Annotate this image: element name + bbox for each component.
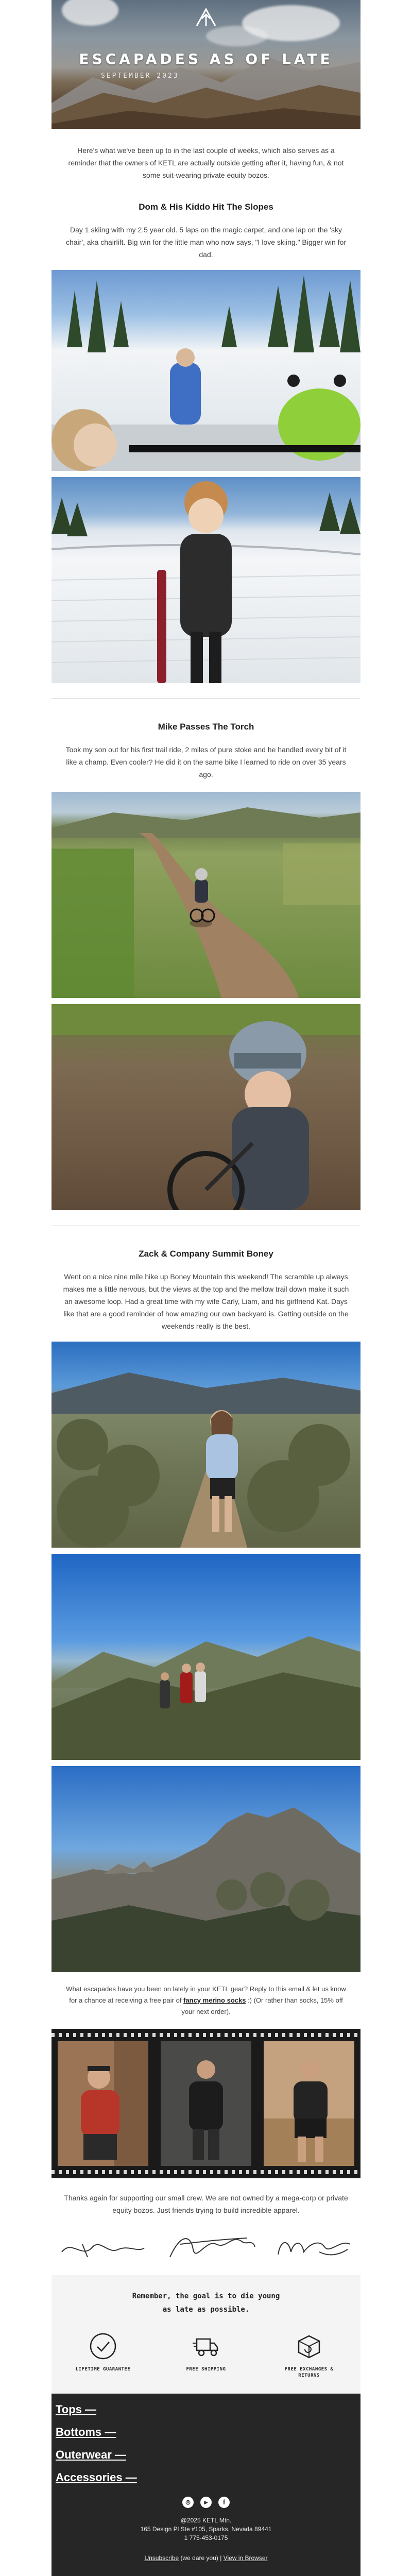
footer-nav-bottoms[interactable]: Bottoms — bbox=[56, 2426, 116, 2438]
cta-text bbox=[52, 1984, 360, 2018]
product-photo-black-tee[interactable] bbox=[161, 2041, 251, 2166]
ketl-mountain-logo-icon bbox=[195, 7, 217, 28]
footer-copyright: @2025 KETL Mtn. bbox=[180, 2517, 232, 2524]
fancy-socks-link[interactable]: fancy merino socks bbox=[183, 1996, 246, 2004]
badge-free-returns bbox=[273, 2332, 345, 2379]
footer-nav-tops[interactable]: Tops — bbox=[56, 2403, 97, 2416]
footer-address: 165 Design Pl Ste #105, Sparks, Nevada 89441 bbox=[140, 2526, 272, 2533]
motto-line-1: Remember, the goal is to die young bbox=[132, 2292, 280, 2300]
instagram-icon[interactable]: ◎ bbox=[182, 2497, 194, 2508]
section-title-boney: Zack & Company Summit Boney bbox=[139, 1249, 273, 1259]
photo-ski-chairlift bbox=[52, 270, 360, 471]
product-photo-red-shirt[interactable] bbox=[58, 2041, 148, 2166]
footer bbox=[52, 2394, 360, 2576]
youtube-icon[interactable]: ▶ bbox=[200, 2497, 212, 2508]
founder-signatures bbox=[52, 2224, 360, 2270]
section-title-slopes: Dom & His Kiddo Hit The Slopes bbox=[139, 202, 273, 212]
cta-text-after: :) (Or rather than socks, 15% off your next order). bbox=[181, 1996, 343, 2015]
hero-banner bbox=[52, 0, 360, 129]
hero-title: ESCAPADES AS OF LATE bbox=[79, 50, 333, 67]
facebook-icon[interactable]: f bbox=[218, 2497, 230, 2508]
photo-hike-group bbox=[52, 1554, 360, 1760]
film-sprocket-top bbox=[52, 2033, 360, 2037]
motto-line-2: as late as possible. bbox=[162, 2306, 250, 2314]
intro-text: Here's what we've been up to in the last couple of weeks, which also serves as a reminder that the owners of KETL are actually outside getting after it, having fun, & not some suit-wearing private equity bozos. bbox=[68, 146, 344, 179]
section-text-slopes: Day 1 skiing with my 2.5 year old. 5 laps on the magic carpet, and one lap on the 'sky chair', aka chairlift. Big win for the little man who now says, "I love skiing." Bigger win for dad. bbox=[65, 226, 347, 259]
footer-links bbox=[52, 2554, 360, 2562]
footer-phone: 1 775-453-0175 bbox=[184, 2534, 228, 2541]
badge-label: FREE SHIPPING bbox=[186, 2367, 226, 2372]
badge-label: FREE EXCHANGES & RETURNS bbox=[284, 2367, 334, 2378]
cta-text-before: What escapades have you been on lately in your KETL gear? Reply to this email & let us know for a chance at receiving a free pair of bbox=[66, 1985, 346, 2004]
section-text-boney: Went on a nice nine mile hike up Boney Mountain this weekend! The scramble up always makes me a little nervous, but the views at the top and the mellow trail down make it such an awesome loop. Had a great time with my wife Carly, Liam, and his girlfriend Kat. Days like that are a good reminder of how amazing our own backyard is. Getting outside on the weekends really is the best. bbox=[63, 1273, 349, 1330]
badge-free-shipping bbox=[170, 2332, 242, 2372]
photo-hike-peak bbox=[52, 1766, 360, 1972]
motto bbox=[52, 2290, 360, 2316]
thanks-text: Thanks again for supporting our small crew. We are not owned by a mega-corp or private equity bozos. Just friends trying to build incredible apparel. bbox=[64, 2194, 348, 2214]
photo-trail-helmet bbox=[52, 1004, 360, 1210]
guarantees-panel bbox=[52, 2275, 360, 2394]
delivery-truck-icon bbox=[192, 2332, 220, 2361]
product-photo-trail-shorts[interactable] bbox=[264, 2041, 354, 2166]
return-box-icon bbox=[295, 2332, 323, 2361]
hero-date: SEPTEMBER 2023 bbox=[101, 72, 179, 80]
photo-hike-selfie bbox=[52, 1342, 360, 1548]
badge-lifetime-guarantee bbox=[67, 2332, 139, 2372]
photo-ski-toddler bbox=[52, 477, 360, 683]
footer-separator: | bbox=[220, 2554, 222, 2562]
section-title-torch: Mike Passes The Torch bbox=[158, 722, 254, 732]
film-sprocket-bottom bbox=[52, 2170, 360, 2174]
unsubscribe-dare: (we dare you) bbox=[180, 2554, 218, 2562]
badge-label: LIFETIME GUARANTEE bbox=[75, 2367, 131, 2372]
photo-trail-ride bbox=[52, 792, 360, 998]
view-in-browser-link[interactable]: View in Browser bbox=[223, 2554, 268, 2562]
checkmark-circle-icon bbox=[89, 2332, 117, 2361]
section-text-torch: Took my son out for his first trail ride, 2 miles of pure stoke and he handled every bit of it like a champ. Even cooler? He did it on the same bike I learned to ride on over 35 years ago. bbox=[65, 745, 347, 778]
footer-nav-accessories[interactable]: Accessories — bbox=[56, 2471, 137, 2484]
product-filmstrip bbox=[52, 2029, 360, 2178]
footer-nav-outerwear[interactable]: Outerwear — bbox=[56, 2448, 126, 2461]
unsubscribe-link[interactable]: Unsubscribe bbox=[144, 2554, 179, 2562]
signatures-graphic bbox=[52, 2224, 360, 2270]
